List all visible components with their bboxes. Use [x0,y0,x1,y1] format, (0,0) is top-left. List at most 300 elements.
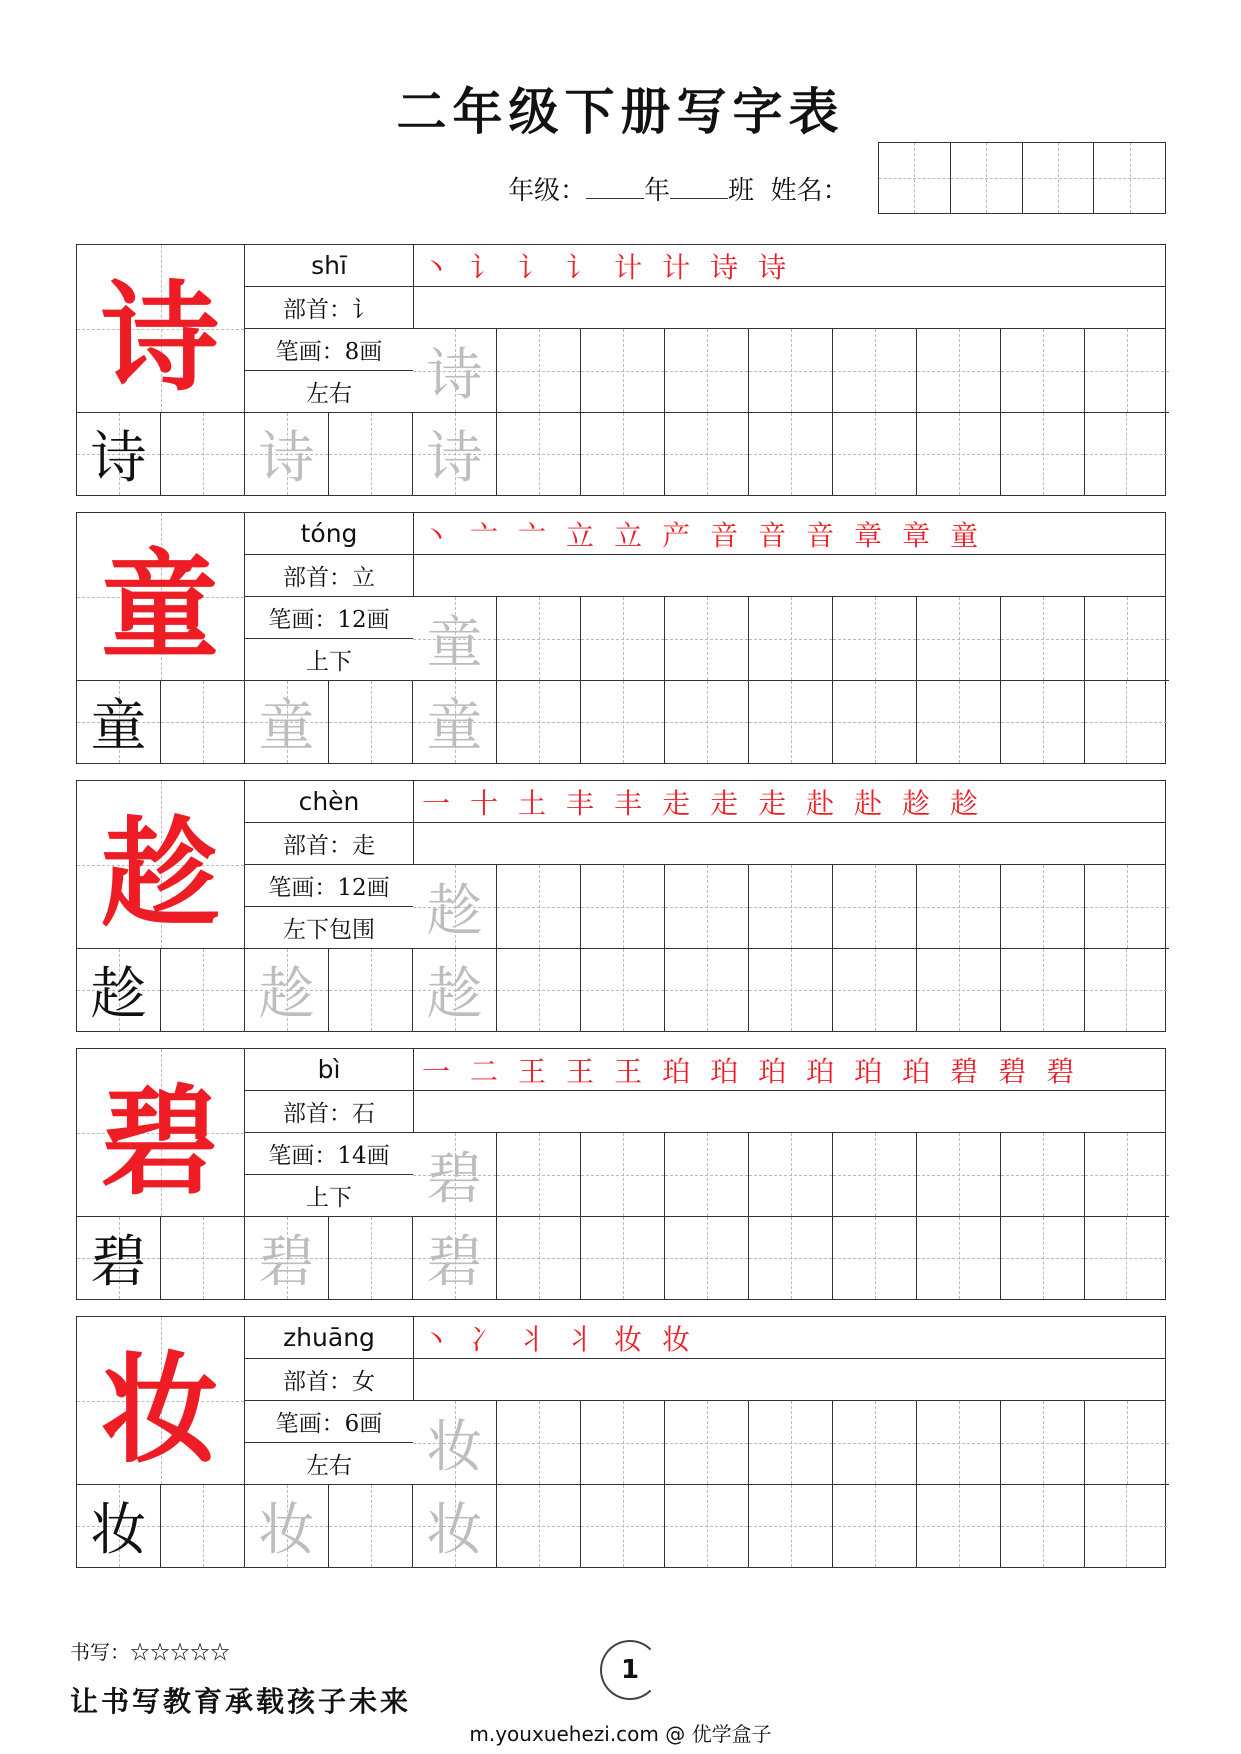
trace-char: 碧 [258,1230,315,1295]
stroke-step [518,514,556,554]
name-cell[interactable] [879,143,951,213]
class-blank[interactable] [670,176,728,199]
stroke-step [902,514,940,554]
practice-cell[interactable] [161,413,245,495]
stroke-step-glyph: 音 [806,518,835,552]
radical-label: 部首： [283,1101,352,1127]
stroke-count-value: 12画 [337,875,390,901]
stroke-step [758,514,796,554]
practice-cell[interactable] [497,597,581,681]
practice-cell[interactable] [413,949,497,1031]
practice-cell[interactable] [581,949,665,1031]
radical-label: 部首： [283,833,352,859]
practice-cell[interactable] [1085,597,1169,681]
stroke-step-glyph: 一 [422,1054,451,1088]
stroke-step [518,1050,556,1090]
practice-cell[interactable] [749,949,833,1031]
year-label: 年 [644,176,671,206]
practice-cell[interactable] [749,1401,833,1485]
practice-cell[interactable] [749,413,833,495]
model-char-cell [77,1049,245,1217]
stroke-step-glyph: 亠 [518,518,547,552]
structure-value: 上下 [306,649,352,675]
practice-cell[interactable] [497,865,581,949]
practice-cell[interactable] [749,865,833,949]
stroke-step-glyph: 产 [662,518,691,552]
structure-value: 左右 [306,1453,352,1479]
practice-cell[interactable] [1001,949,1085,1031]
stroke-step-glyph: 一 [422,786,451,820]
practice-cell[interactable] [1085,681,1167,763]
rating-stars[interactable]: ☆☆☆☆☆ [130,1640,230,1664]
pinyin-row [245,781,413,823]
stroke-step-glyph: 章 [902,518,931,552]
trace-char: 妆 [426,1498,483,1563]
blank-row [413,1359,1165,1401]
trace-char: 童 [426,694,483,759]
stroke-step-glyph: 珀 [854,1054,883,1088]
stroke-step [566,1050,604,1090]
stroke-step-glyph: 珀 [758,1054,787,1088]
practice-cell[interactable] [497,1401,581,1485]
stroke-order-row [413,1317,1165,1359]
stroke-step-glyph: 童 [950,518,979,552]
rating [70,1636,230,1665]
stroke-count-row [245,329,413,371]
name-cell[interactable] [1094,143,1165,213]
practice-cell[interactable] [581,329,665,413]
practice-cell[interactable] [833,949,917,1031]
practice-cell[interactable] [917,1217,1001,1299]
name-cell[interactable] [951,143,1023,213]
model-char: 童 [100,537,219,675]
practice-cell[interactable] [329,1217,413,1299]
reference-cell [77,413,161,495]
reference-cell [77,949,161,1031]
model-char: 趁 [100,805,219,943]
radical-row [245,555,413,597]
practice-cell[interactable] [581,865,665,949]
practice-cell[interactable] [749,329,833,413]
page-title: 二年级下册写字表 [396,83,845,141]
practice-cell[interactable] [1001,681,1085,763]
char-info [245,245,413,413]
stroke-step-glyph: 诗 [758,250,787,284]
practice-cell[interactable] [413,865,497,949]
stroke-step [518,1318,556,1358]
trace-char: 诗 [258,426,315,491]
stroke-step-glyph: 立 [566,518,595,552]
practice-cell[interactable] [917,865,1001,949]
name-label: 姓名： [770,176,849,206]
practice-cell[interactable] [833,1133,917,1217]
trace-char: 碧 [426,1230,483,1295]
structure-row [245,371,413,413]
practice-cell[interactable] [665,1401,749,1485]
stroke-step-glyph: 碧 [1046,1054,1075,1088]
practice-cell[interactable] [917,1401,1001,1485]
char-info [245,513,413,681]
stroke-count-row [245,1133,413,1175]
practice-cell[interactable] [1001,413,1085,495]
char-info [245,1317,413,1485]
char-info [245,781,413,949]
practice-cell[interactable] [413,597,497,681]
practice-cell[interactable] [413,413,497,495]
student-info [508,170,849,207]
char-block [76,1316,1166,1568]
stroke-step [470,514,508,554]
practice-cell[interactable] [581,1401,665,1485]
reference-char: 诗 [90,426,147,491]
practice-cell[interactable] [749,681,833,763]
stroke-step-glyph: 二 [470,1054,499,1088]
stroke-count-label: 笔画： [275,1411,345,1437]
slogan: 让书写教育承载孩子未来 [70,1685,412,1718]
stroke-count-label: 笔画： [268,1143,338,1169]
pinyin-row [245,245,413,287]
stroke-step-glyph: 丰 [614,786,643,820]
practice-cell[interactable] [749,1485,833,1567]
stroke-count-row [245,865,413,907]
practice-cell[interactable] [749,1133,833,1217]
practice-cell[interactable] [917,413,1001,495]
practice-cell[interactable] [665,1217,749,1299]
practice-cell[interactable] [749,597,833,681]
practice-cell[interactable] [665,681,749,763]
practice-cell[interactable] [413,1401,497,1485]
stroke-step [662,1050,700,1090]
stroke-step-glyph: 丬 [518,1322,547,1356]
stroke-count-label: 笔画： [268,875,338,901]
stroke-step [422,514,460,554]
stroke-step [470,1050,508,1090]
practice-cell[interactable] [1001,1133,1085,1217]
practice-cell[interactable] [665,1485,749,1567]
structure-row [245,1443,413,1485]
practice-cell[interactable] [1085,329,1169,413]
practice-cell[interactable] [581,681,665,763]
practice-cell[interactable] [161,681,245,763]
trace-char: 童 [426,610,483,676]
practice-cell[interactable] [497,329,581,413]
stroke-count-value: 12画 [337,607,390,633]
practice-cell[interactable] [833,329,917,413]
structure-row [245,639,413,681]
practice-cell[interactable] [665,329,749,413]
stroke-order-row [413,513,1165,555]
practice-cell[interactable] [413,1217,497,1299]
stroke-step [854,782,892,822]
stroke-step [422,1318,460,1358]
structure-value: 上下 [306,1185,352,1211]
stroke-step [470,782,508,822]
stroke-step-glyph: 珀 [902,1054,931,1088]
stroke-step [422,782,460,822]
reference-cell [77,1485,161,1567]
stroke-step-glyph: 珀 [806,1054,835,1088]
stroke-step-glyph: 珀 [662,1054,691,1088]
stroke-count-row [245,597,413,639]
page-number: 1 [600,1640,660,1700]
radical-row [245,1091,413,1133]
practice-cell[interactable] [665,413,749,495]
practice-cell[interactable] [497,949,581,1031]
grade-blank[interactable] [586,176,644,199]
stroke-step [422,1050,460,1090]
practice-cell[interactable] [245,681,329,763]
stroke-step [1046,1050,1084,1090]
stroke-step [950,1050,988,1090]
practice-cell[interactable] [917,949,1001,1031]
stroke-step [518,246,556,286]
practice-cell[interactable] [1085,1485,1167,1567]
practice-cell[interactable] [917,597,1001,681]
char-block [76,1048,1166,1300]
model-char-cell [77,781,245,949]
char-block [76,244,1166,496]
stroke-step-glyph: 丬 [566,1322,595,1356]
stroke-step [806,514,844,554]
practice-cell[interactable] [497,1485,581,1567]
stroke-step-glyph: 珀 [710,1054,739,1088]
practice-cell[interactable] [665,949,749,1031]
stroke-step-glyph: 王 [566,1054,595,1088]
stroke-count-label: 笔画： [268,607,338,633]
practice-cell[interactable] [1085,1133,1169,1217]
practice-cell[interactable] [1085,949,1167,1031]
stroke-step-glyph: 丶 [422,250,451,284]
practice-cell[interactable] [917,1485,1001,1567]
stroke-order-row [413,781,1165,823]
model-char: 诗 [100,269,219,407]
practice-cell[interactable] [329,949,413,1031]
stroke-step-glyph: 王 [518,1054,547,1088]
structure-row [245,907,413,949]
stroke-step-glyph: 亠 [470,518,499,552]
practice-cell[interactable] [329,681,413,763]
stroke-step-glyph: 音 [710,518,739,552]
radical-value: 石 [352,1101,375,1127]
stroke-step-glyph: 趁 [902,786,931,820]
stroke-step [566,246,604,286]
practice-cell[interactable] [1001,597,1085,681]
stroke-count-value: 6画 [344,1411,383,1437]
stroke-step [854,1050,892,1090]
stroke-step [710,246,748,286]
stroke-step [566,514,604,554]
radical-value: 立 [352,565,375,591]
practice-cell[interactable] [1001,865,1085,949]
practice-cell[interactable] [749,1217,833,1299]
trace-char: 趁 [426,878,483,944]
pinyin-value: bì [317,1055,341,1084]
pinyin-row [245,1317,413,1359]
name-grid[interactable] [878,142,1166,214]
stroke-step [614,514,652,554]
model-char: 妆 [100,1341,219,1479]
practice-cell[interactable] [1085,1217,1167,1299]
trace-char: 诗 [426,342,483,408]
stroke-step [566,1318,604,1358]
stroke-step-glyph: 讠 [566,250,595,284]
stroke-step [854,514,892,554]
practice-cell[interactable] [581,413,665,495]
practice-cell[interactable] [413,681,497,763]
practice-cell[interactable] [245,1217,329,1299]
stroke-step-glyph: 走 [758,786,787,820]
trace-char: 妆 [258,1498,315,1563]
trace-char: 趁 [258,962,315,1027]
char-block [76,780,1166,1032]
stroke-step-glyph: 音 [758,518,787,552]
stroke-step [758,1050,796,1090]
practice-cell[interactable] [413,329,497,413]
stroke-step [470,246,508,286]
reference-char: 妆 [90,1498,147,1563]
practice-cell[interactable] [833,1401,917,1485]
practice-cell[interactable] [833,1217,917,1299]
stroke-step-glyph: 计 [614,250,643,284]
structure-value: 左下包围 [283,917,375,943]
stroke-count-value: 14画 [337,1143,390,1169]
practice-cell[interactable] [161,949,245,1031]
stroke-step [614,1318,652,1358]
practice-cell[interactable] [497,1133,581,1217]
practice-cell[interactable] [329,1485,413,1567]
stroke-step [902,1050,940,1090]
practice-cell[interactable] [161,1217,245,1299]
stroke-step-glyph: 丰 [566,786,595,820]
model-char: 碧 [100,1073,219,1211]
stroke-step [470,1318,508,1358]
stroke-step [614,782,652,822]
practice-cell[interactable] [1085,865,1169,949]
reference-char: 童 [90,694,147,759]
reference-cell [77,1217,161,1299]
name-cell[interactable] [1023,143,1095,213]
practice-cell[interactable] [833,865,917,949]
stroke-step-glyph: 妆 [662,1322,691,1356]
practice-cell[interactable] [917,1133,1001,1217]
practice-cell[interactable] [245,1485,329,1567]
stroke-step [662,782,700,822]
practice-cell[interactable] [833,681,917,763]
practice-cell[interactable] [917,329,1001,413]
practice-cell[interactable] [833,413,917,495]
stroke-step [998,1050,1036,1090]
stroke-step-glyph: 碧 [998,1054,1027,1088]
stroke-step-glyph: 丶 [422,518,451,552]
stroke-step-glyph: 计 [662,250,691,284]
pinyin-value: chèn [298,787,360,816]
reference-cell [77,681,161,763]
stroke-step-glyph: 讠 [518,250,547,284]
blank-row [413,1091,1165,1133]
stroke-count-label: 笔画： [275,339,345,365]
stroke-step-glyph: 碧 [950,1054,979,1088]
practice-cell[interactable] [245,413,329,495]
stroke-step [902,782,940,822]
stroke-step [518,782,556,822]
practice-cell[interactable] [665,597,749,681]
practice-cell[interactable] [581,597,665,681]
practice-cell[interactable] [1001,1485,1085,1567]
blank-row [413,555,1165,597]
model-char-cell [77,245,245,413]
stroke-step-glyph: 立 [614,518,643,552]
trace-char: 趁 [426,962,483,1027]
practice-cell[interactable] [581,1485,665,1567]
model-char-cell [77,513,245,681]
model-char-cell [77,1317,245,1485]
practice-cell[interactable] [1001,1401,1085,1485]
practice-cell[interactable] [497,1217,581,1299]
class-label: 班 [728,176,755,206]
reference-char: 碧 [90,1230,147,1295]
practice-cell[interactable] [1085,1401,1169,1485]
site-credit: m.youxuehezi.com @ 优学盒子 [469,1722,772,1746]
stroke-step-glyph: 走 [662,786,691,820]
practice-cell[interactable] [665,1133,749,1217]
stroke-step-glyph: 趁 [950,786,979,820]
trace-char: 童 [258,694,315,759]
practice-cell[interactable] [497,681,581,763]
stroke-step [950,514,988,554]
stroke-order-row [413,1049,1165,1091]
stroke-step [614,246,652,286]
practice-cell[interactable] [833,1485,917,1567]
practice-cell[interactable] [497,413,581,495]
practice-cell[interactable] [413,1133,497,1217]
stroke-step-glyph: 赴 [806,786,835,820]
practice-cell[interactable] [665,865,749,949]
radical-value: 讠 [352,297,375,323]
practice-cell[interactable] [1085,413,1167,495]
radical-row [245,287,413,329]
stroke-step-glyph: 走 [710,786,739,820]
practice-cell[interactable] [413,1485,497,1567]
trace-char: 妆 [426,1414,483,1480]
pinyin-value: tóng [300,519,358,548]
trace-char: 诗 [426,426,483,491]
stroke-step [806,782,844,822]
stroke-step [758,782,796,822]
practice-cell[interactable] [1001,329,1085,413]
stroke-step [710,514,748,554]
pinyin-value: shī [311,251,347,280]
pinyin-row [245,513,413,555]
stroke-step [662,1318,700,1358]
practice-cell[interactable] [581,1217,665,1299]
stroke-step-glyph: 冫 [470,1322,499,1356]
reference-char: 趁 [90,962,147,1027]
blank-row [413,823,1165,865]
stroke-step [710,1050,748,1090]
practice-cell[interactable] [917,681,1001,763]
practice-cell[interactable] [581,1133,665,1217]
pinyin-row [245,1049,413,1091]
stroke-step [566,782,604,822]
practice-cell[interactable] [1001,1217,1085,1299]
practice-cell[interactable] [245,949,329,1031]
practice-cell[interactable] [161,1485,245,1567]
stroke-count-value: 8画 [344,339,383,365]
stroke-step-glyph: 妆 [614,1322,643,1356]
practice-cell[interactable] [329,413,413,495]
grade-label: 年级： [508,176,587,206]
practice-cell[interactable] [833,597,917,681]
